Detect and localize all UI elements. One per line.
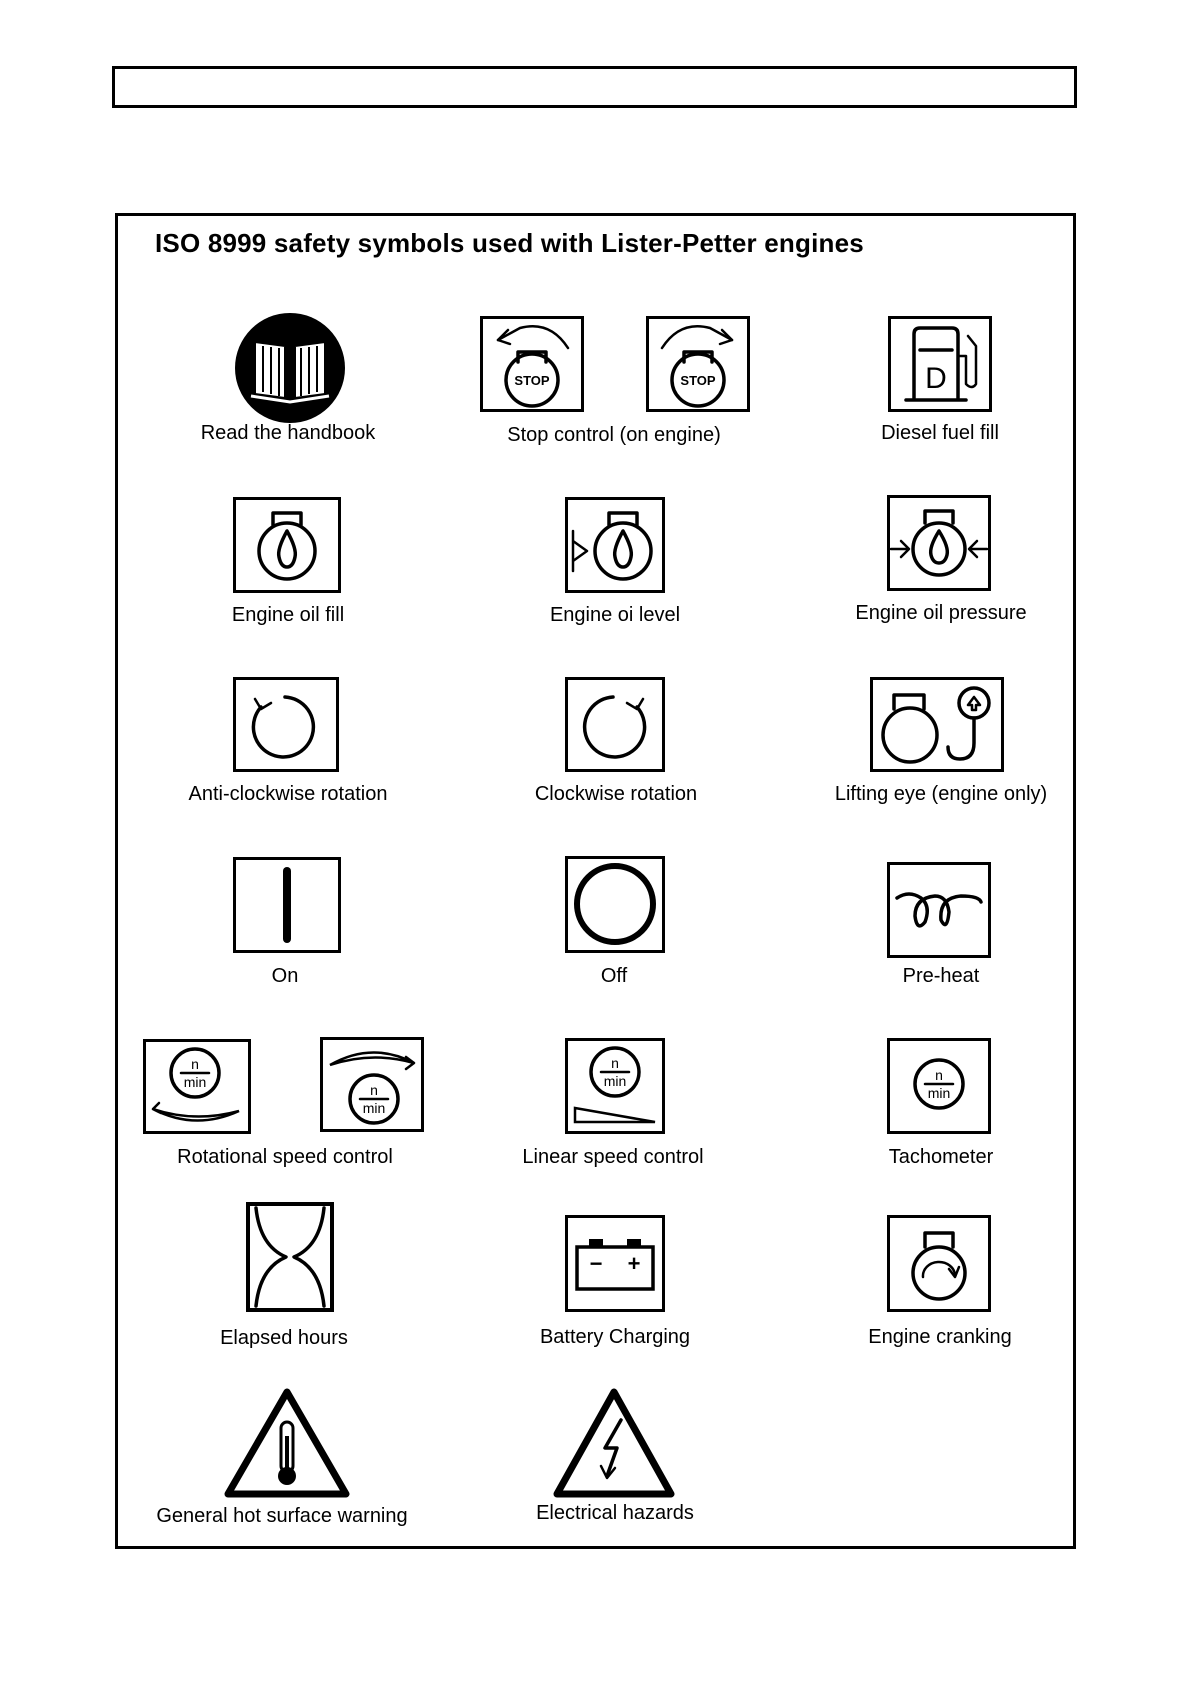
hot-surface-icon — [222, 1386, 352, 1500]
rotational-speed-icon — [143, 1039, 251, 1134]
symbol-label: Rotational speed control — [177, 1146, 393, 1168]
symbol-label: Elapsed hours — [220, 1327, 348, 1349]
speed-glyph-top: n — [935, 1067, 943, 1083]
symbol-label: On — [271, 965, 299, 987]
electrical-hazard-icon — [551, 1386, 677, 1500]
symbol-label: General hot surface warning — [156, 1505, 408, 1527]
symbol-label: Battery Charging — [539, 1326, 691, 1348]
fuel-glyph: D — [925, 362, 947, 395]
symbol-label: Engine oil pressure — [855, 602, 1027, 624]
hourglass-icon — [246, 1202, 334, 1312]
battery-minus: − — [589, 1251, 603, 1276]
symbol-label: Diesel fuel fill — [881, 422, 999, 444]
speed-glyph-bottom: min — [603, 1073, 627, 1089]
symbol-label: Stop control (on engine) — [507, 424, 721, 446]
linear-speed-icon — [565, 1038, 665, 1134]
off-icon — [565, 856, 665, 953]
rotational-speed-icon — [320, 1037, 424, 1132]
battery-plus: + — [627, 1251, 641, 1276]
panel-title: ISO 8999 safety symbols used with Lister-Petter engines — [155, 228, 864, 258]
symbol-label: Anti-clockwise rotation — [188, 783, 388, 805]
oil-level-icon — [565, 497, 665, 593]
speed-glyph-top: n — [191, 1056, 199, 1072]
speed-glyph-bottom: min — [362, 1100, 386, 1116]
preheat-icon — [887, 862, 991, 958]
symbol-label: Clockwise rotation — [534, 783, 698, 805]
symbol-label: Engine oil fill — [231, 604, 345, 626]
tachometer-icon — [887, 1038, 991, 1134]
symbol-label: Linear speed control — [522, 1146, 704, 1168]
symbol-label: Electrical hazards — [536, 1502, 694, 1524]
speed-glyph-top: n — [370, 1082, 378, 1098]
symbol-label: Pre-heat — [902, 965, 980, 987]
anticlockwise-icon — [233, 677, 339, 772]
fuel-pump-icon — [888, 316, 992, 412]
stop-glyph: STOP — [514, 373, 550, 388]
symbol-label: Lifting eye (engine only) — [834, 783, 1048, 805]
symbol-label: Engine cranking — [868, 1326, 1012, 1348]
speed-glyph-bottom: min — [183, 1074, 207, 1090]
symbol-label: Engine oi level — [549, 604, 681, 626]
speed-glyph-bottom: min — [927, 1085, 951, 1101]
on-icon — [233, 857, 341, 953]
battery-icon — [565, 1215, 665, 1312]
book-icon — [233, 312, 348, 424]
symbol-label: Read the handbook — [200, 422, 376, 444]
oil-fill-icon — [233, 497, 341, 593]
symbol-label: Tachometer — [888, 1146, 994, 1168]
symbol-label: Off — [600, 965, 628, 987]
header-box — [112, 66, 1077, 108]
stop-control-icon — [480, 316, 584, 412]
speed-glyph-top: n — [611, 1055, 619, 1071]
clockwise-icon — [565, 677, 665, 772]
stop-control-icon — [646, 316, 750, 412]
oil-pressure-icon — [887, 495, 991, 591]
lifting-eye-icon — [870, 677, 1004, 772]
stop-glyph: STOP — [680, 373, 716, 388]
cranking-icon — [887, 1215, 991, 1312]
